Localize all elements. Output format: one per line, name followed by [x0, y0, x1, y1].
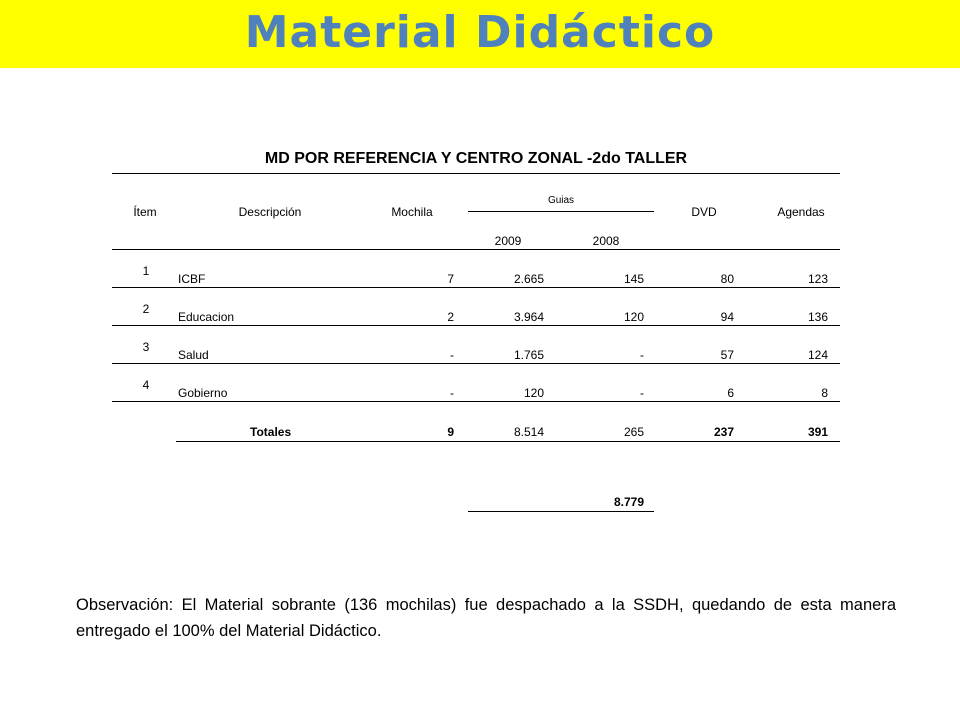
row-1-mochila: 7 — [447, 272, 454, 286]
table-title: MD POR REFERENCIA Y CENTRO ZONAL -2do TALLER — [264, 150, 688, 167]
row-3-guias-2009: 1.765 — [513, 348, 544, 362]
row-2-item: 2 — [142, 302, 150, 316]
header-mochila: Mochila — [391, 205, 433, 219]
title-banner — [0, 0, 960, 68]
grand-total-rule — [468, 511, 654, 512]
row-3-mochila: - — [450, 348, 454, 362]
header-descripcion: Descripción — [238, 205, 302, 219]
row-4-dvd: 6 — [727, 386, 734, 400]
row-1-descripcion: ICBF — [178, 272, 206, 286]
row-4-agendas: 8 — [821, 386, 828, 400]
guias-grand-total: 8.779 — [613, 495, 644, 509]
row-2-agendas: 136 — [807, 310, 828, 324]
row-3-agendas: 124 — [807, 348, 828, 362]
header-dvd: DVD — [691, 205, 717, 219]
row-2-dvd: 94 — [720, 310, 734, 324]
row-3-item: 3 — [142, 340, 150, 354]
header-bottom-rule — [112, 249, 840, 250]
observation-text: Observación: El Material sobrante (136 mochilas) fue despachado a la SSDH, quedando de esta manera entregado el 100% del Material Didáctico. — [76, 596, 896, 640]
row-3-descripcion: Salud — [178, 348, 209, 362]
header-guias: Guias — [547, 195, 575, 206]
row-3-guias-2008: - — [640, 348, 644, 362]
row-2-guias-2009: 3.964 — [513, 310, 544, 324]
totals-mochila: 9 — [447, 425, 454, 439]
row-2-guias-2008: 120 — [623, 310, 644, 324]
row-4-mochila: - — [450, 386, 454, 400]
row-4-guias-2009: 120 — [523, 386, 544, 400]
table-top-rule — [112, 173, 840, 174]
row-1-item: 1 — [142, 264, 150, 278]
slide-title: Material Didáctico — [244, 7, 716, 58]
totals-agendas: 391 — [807, 425, 828, 439]
row-4-item: 4 — [142, 378, 150, 392]
row-rule-3 — [112, 363, 840, 364]
row-2-descripcion: Educacion — [178, 310, 235, 324]
row-2-mochila: 2 — [447, 310, 454, 324]
totals-label: Totales — [250, 425, 292, 439]
totals-guias-2009: 8.514 — [513, 425, 544, 439]
row-1-guias-2008: 145 — [623, 272, 644, 286]
row-4-guias-2008: - — [640, 386, 644, 400]
row-1-dvd: 80 — [720, 272, 734, 286]
row-4-descripcion: Gobierno — [178, 386, 228, 400]
header-agendas: Agendas — [777, 205, 825, 219]
row-rule-1 — [112, 287, 840, 288]
row-rule-2 — [112, 325, 840, 326]
totals-guias-2008: 265 — [623, 425, 644, 439]
totals-rule — [176, 441, 840, 442]
row-rule-4 — [112, 401, 840, 402]
header-guias-2009: 2009 — [494, 234, 522, 248]
row-3-dvd: 57 — [720, 348, 734, 362]
totals-dvd: 237 — [713, 425, 734, 439]
row-1-agendas: 123 — [807, 272, 828, 286]
row-1-guias-2009: 2.665 — [513, 272, 544, 286]
guias-group-rule — [468, 211, 654, 212]
header-item: Ítem — [133, 205, 157, 219]
header-guias-2008: 2008 — [592, 234, 620, 248]
